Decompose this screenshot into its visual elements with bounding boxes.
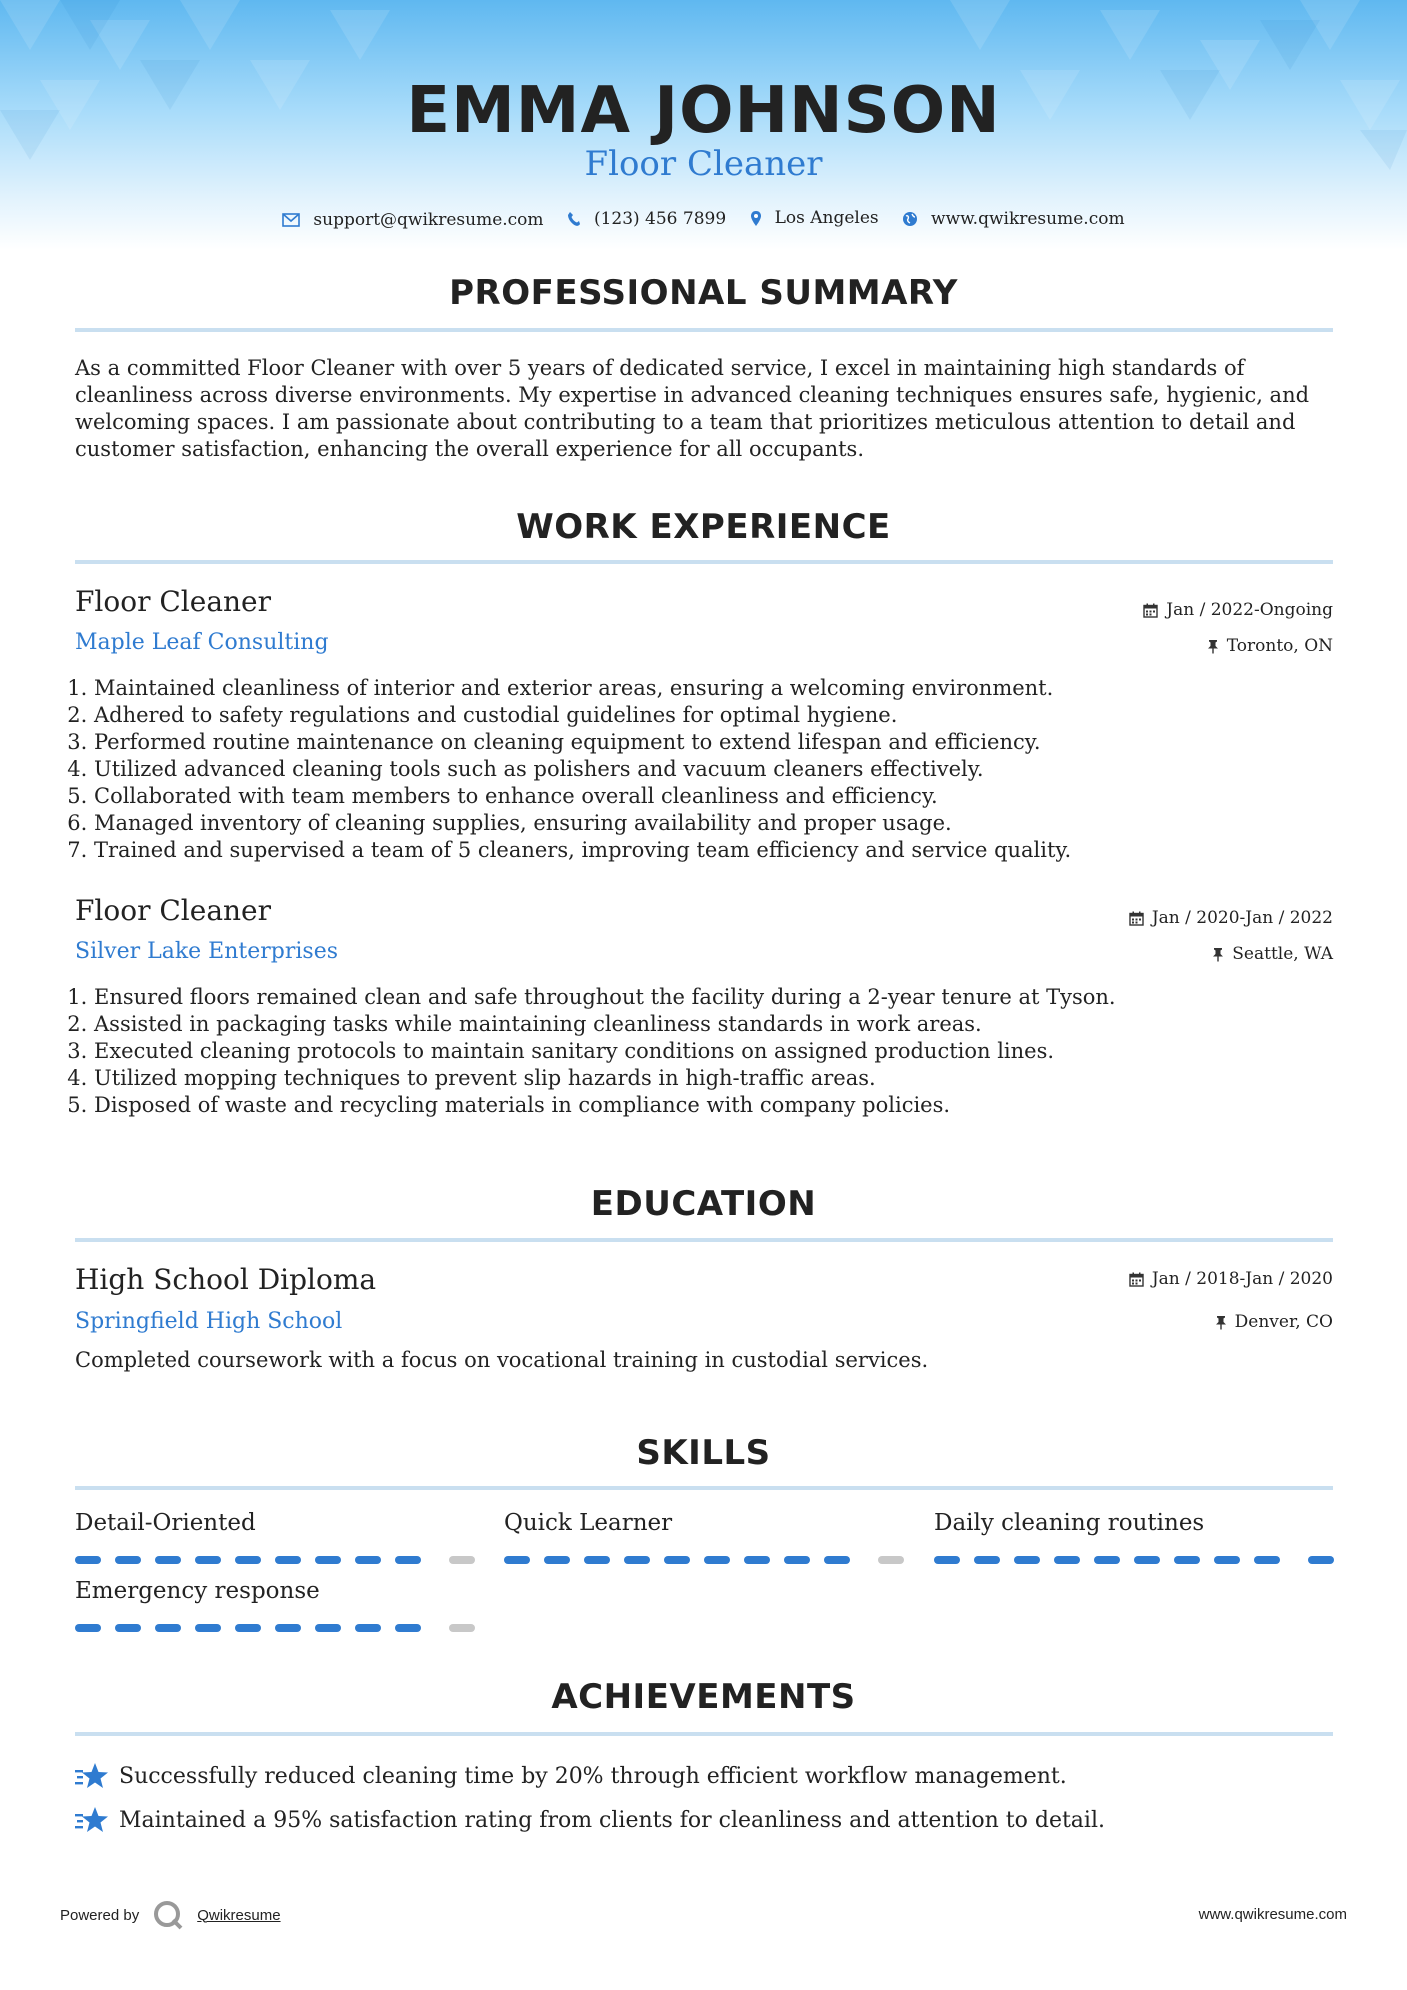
skill-name: Emergency response: [75, 1578, 320, 1604]
skill-level-bar: [504, 1554, 904, 1566]
globe-icon: [902, 211, 918, 227]
contact-phone-text: (123) 456 7899: [593, 208, 727, 229]
skill-item: [75, 1578, 475, 1634]
education-location-text: Denver, CO: [1234, 1312, 1333, 1332]
skill-item: [934, 1510, 1334, 1566]
contact-location: [750, 208, 879, 228]
skill-dash-filled: [584, 1556, 610, 1564]
education-heading: EDUCATION: [590, 1184, 817, 1224]
skill-level-bar: [934, 1554, 1334, 1566]
skill-dash-filled: [315, 1556, 341, 1564]
job-2-location: [1212, 944, 1333, 964]
job-2-title: Floor Cleaner: [75, 894, 272, 927]
contact-email-text: support@qwikresume.com: [313, 209, 544, 230]
contact-phone[interactable]: [567, 209, 726, 229]
contact-email[interactable]: [282, 210, 543, 230]
experience-heading: WORK EXPERIENCE: [516, 507, 891, 547]
skill-level-bar: [75, 1554, 475, 1566]
skill-item: [75, 1510, 475, 1566]
skill-dash-filled: [934, 1556, 960, 1564]
contact-website[interactable]: [902, 209, 1125, 229]
skill-dash-filled: [1214, 1556, 1240, 1564]
list-item: 3. Executed cleaning protocols to maintain sanitary conditions on assigned production lines.: [94, 1038, 1344, 1065]
summary-divider: [75, 328, 1333, 332]
skill-dash-filled: [624, 1556, 650, 1564]
education-description: Completed coursework with a focus on vocational training in custodial services.: [75, 1348, 929, 1372]
calendar-icon: [1129, 911, 1144, 926]
skill-dash-filled: [664, 1556, 690, 1564]
contact-website-text: www.qwikresume.com: [931, 208, 1125, 229]
list-item: 6. Managed inventory of cleaning supplies, ensuring availability and proper usage.: [94, 810, 1344, 837]
achievement-item: [75, 1761, 1067, 1791]
star-icon: [75, 1761, 109, 1791]
job-2-date: [1129, 908, 1333, 928]
skill-dash-filled: [115, 1556, 141, 1564]
skill-dash-filled: [544, 1556, 570, 1564]
skill-item: [504, 1510, 904, 1566]
skill-dash-filled: [355, 1556, 381, 1564]
skill-name: Quick Learner: [504, 1510, 673, 1536]
skill-dash-filled: [195, 1624, 221, 1632]
skill-dash-filled: [235, 1556, 261, 1564]
achievement-item: [75, 1805, 1105, 1835]
skills-heading: SKILLS: [636, 1433, 771, 1473]
skill-dash-filled: [1134, 1556, 1160, 1564]
skills-divider: [75, 1486, 1333, 1490]
list-item: 5. Collaborated with team members to enhance overall cleanliness and efficiency.: [94, 783, 1344, 810]
job-2-location-text: Seattle, WA: [1232, 944, 1333, 964]
skill-dash-filled: [155, 1624, 181, 1632]
map-pin-icon: [750, 210, 762, 227]
skill-dash-filled: [1014, 1556, 1040, 1564]
job-1-location-text: Toronto, ON: [1226, 636, 1333, 656]
contact-location-text: Los Angeles: [774, 208, 879, 228]
list-item: 2. Assisted in packaging tasks while maintaining cleanliness standards in work areas.: [94, 1011, 1344, 1038]
job-1-bullets: [75, 675, 1344, 864]
achievements-divider: [75, 1732, 1333, 1736]
skill-dash-filled: [115, 1624, 141, 1632]
job-2-company: Silver Lake Enterprises: [75, 939, 339, 964]
skill-dash-filled: [315, 1624, 341, 1632]
education-school: Springfield High School: [75, 1309, 343, 1334]
qwikresume-link[interactable]: Qwikresume: [197, 1906, 281, 1924]
skill-name: Detail-Oriented: [75, 1510, 256, 1536]
footer-powered-by: [60, 1900, 281, 1930]
skill-dash-filled: [1174, 1556, 1200, 1564]
job-1-title: Floor Cleaner: [75, 585, 272, 618]
list-item: 3. Performed routine maintenance on cleaning equipment to extend lifespan and efficiency.: [94, 729, 1344, 756]
skill-name: Daily cleaning routines: [934, 1510, 1205, 1536]
job-1-date: [1143, 600, 1333, 620]
skill-dash-filled: [275, 1556, 301, 1564]
skill-dash-filled: [744, 1556, 770, 1564]
job-1-date-text: Jan / 2022-Ongoing: [1166, 600, 1333, 620]
skill-dash-filled: [1308, 1556, 1334, 1564]
skill-dash-filled: [235, 1624, 261, 1632]
pushpin-icon: [1207, 639, 1219, 654]
education-degree: High School Diploma: [75, 1263, 377, 1296]
skill-dash-filled: [155, 1556, 181, 1564]
calendar-icon: [1129, 1272, 1144, 1287]
calendar-icon: [1143, 603, 1158, 618]
education-date-text: Jan / 2018-Jan / 2020: [1151, 1269, 1333, 1289]
experience-divider: [75, 560, 1333, 564]
pushpin-icon: [1215, 1315, 1227, 1330]
powered-by-label: Powered by: [60, 1906, 140, 1924]
qwikresume-logo-icon: [153, 1900, 183, 1930]
list-item: 5. Disposed of waste and recycling materials in compliance with company policies.: [94, 1092, 1344, 1119]
skill-dash-filled: [824, 1556, 850, 1564]
list-item: 2. Adhered to safety regulations and custodial guidelines for optimal hygiene.: [94, 702, 1344, 729]
skill-dash-filled: [355, 1624, 381, 1632]
skill-dash-filled: [784, 1556, 810, 1564]
skill-dash-filled: [395, 1556, 421, 1564]
candidate-role: Floor Cleaner: [584, 144, 823, 184]
job-1-company: Maple Leaf Consulting: [75, 630, 329, 655]
job-2-date-text: Jan / 2020-Jan / 2022: [1151, 908, 1333, 928]
achievement-text: Maintained a 95% satisfaction rating from clients for cleanliness and attention to detail.: [119, 1807, 1105, 1833]
contact-bar: [0, 208, 1407, 232]
skill-dash-filled: [75, 1556, 101, 1564]
skill-dash-filled: [1094, 1556, 1120, 1564]
skill-dash-filled: [1054, 1556, 1080, 1564]
skill-dash-filled: [704, 1556, 730, 1564]
candidate-name: EMMA JOHNSON: [406, 74, 1001, 148]
education-location: [1215, 1312, 1333, 1332]
skill-dash-filled: [1254, 1556, 1280, 1564]
skill-dash-filled: [974, 1556, 1000, 1564]
skill-dash-filled: [504, 1556, 530, 1564]
skill-dash-empty: [449, 1624, 475, 1632]
list-item: 4. Utilized mopping techniques to prevent slip hazards in high-traffic areas.: [94, 1065, 1344, 1092]
job-2-bullets: [75, 984, 1344, 1119]
skill-dash-empty: [878, 1556, 904, 1564]
skill-level-bar: [75, 1622, 475, 1634]
skill-dash-filled: [195, 1556, 221, 1564]
list-item: 4. Utilized advanced cleaning tools such as polishers and vacuum cleaners effectively.: [94, 756, 1344, 783]
list-item: 1. Maintained cleanliness of interior and exterior areas, ensuring a welcoming environment.: [94, 675, 1344, 702]
achievement-text: Successfully reduced cleaning time by 20% through efficient workflow management.: [119, 1763, 1067, 1789]
skill-dash-filled: [275, 1624, 301, 1632]
summary-text: As a committed Floor Cleaner with over 5 years of dedicated service, I excel in maintaining high standards of cleanliness across diverse environments. My expertise in advanced cleaning techniques ensures safe, hygienic, and welcoming spaces. I am passionate about contributing to a team that prioritizes meticulous attention to detail and customer satisfaction, enhancing the overall experience for all occupants.: [75, 356, 1310, 461]
phone-icon: [567, 211, 581, 227]
skill-dash-filled: [395, 1624, 421, 1632]
achievements-heading: ACHIEVEMENTS: [551, 1677, 856, 1717]
footer-website[interactable]: www.qwikresume.com: [1198, 1906, 1347, 1923]
summary-heading: PROFESSIONAL SUMMARY: [449, 273, 958, 313]
job-1-location: [1207, 636, 1333, 656]
skill-dash-filled: [75, 1624, 101, 1632]
list-item: 7. Trained and supervised a team of 5 cleaners, improving team efficiency and service quality.: [94, 837, 1344, 864]
pushpin-icon: [1212, 947, 1224, 962]
education-date: [1129, 1269, 1333, 1289]
skill-dash-empty: [449, 1556, 475, 1564]
star-icon: [75, 1805, 109, 1835]
list-item: 1. Ensured floors remained clean and safe throughout the facility during a 2-year tenure at Tyson.: [94, 984, 1344, 1011]
education-divider: [75, 1238, 1333, 1242]
envelope-icon: [282, 213, 300, 227]
